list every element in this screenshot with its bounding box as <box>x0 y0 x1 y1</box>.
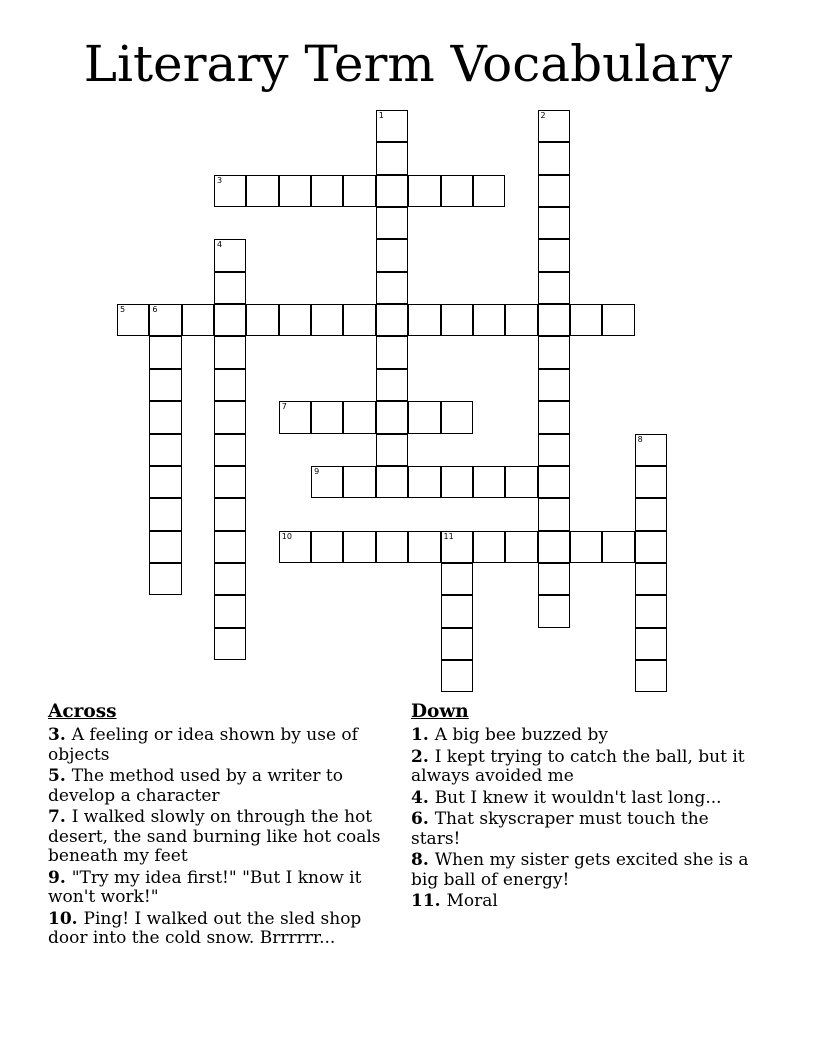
grid-cell[interactable] <box>473 531 505 563</box>
grid-cell[interactable] <box>538 531 570 563</box>
down-clue: 11. Moral <box>411 891 498 911</box>
grid-cell[interactable] <box>311 531 343 563</box>
grid-cell[interactable] <box>441 660 473 692</box>
grid-cell[interactable] <box>376 434 408 466</box>
grid-cell[interactable] <box>538 369 570 401</box>
grid-cell[interactable] <box>376 110 408 142</box>
grid-cell[interactable] <box>376 207 408 239</box>
grid-cell[interactable] <box>441 595 473 627</box>
grid-cell[interactable] <box>408 175 440 207</box>
clue-number: 7 <box>281 402 287 412</box>
grid-cell[interactable] <box>473 304 505 336</box>
grid-cell[interactable] <box>149 369 181 401</box>
grid-cell[interactable] <box>214 272 246 304</box>
grid-cell[interactable] <box>635 434 667 466</box>
puzzle-title: Literary Term Vocabulary <box>83 35 733 93</box>
grid-cell[interactable] <box>538 563 570 595</box>
grid-cell[interactable] <box>635 466 667 498</box>
grid-cell[interactable] <box>505 466 537 498</box>
grid-cell[interactable] <box>117 304 149 336</box>
grid-cell[interactable] <box>214 628 246 660</box>
across-clue: 5. The method used by a writer to develop a character <box>48 766 343 806</box>
grid-cell[interactable] <box>214 531 246 563</box>
grid-cell[interactable] <box>538 110 570 142</box>
grid-cell[interactable] <box>376 239 408 271</box>
grid-cell[interactable] <box>149 304 181 336</box>
grid-cell[interactable] <box>635 563 667 595</box>
clue-text: Moral <box>446 891 498 911</box>
clue-text: I walked slowly on through the hot desert, the sand burning like hot coals beneath my feet <box>48 807 381 866</box>
grid-cell[interactable] <box>214 369 246 401</box>
grid-cell[interactable] <box>635 628 667 660</box>
grid-cell[interactable] <box>635 531 667 563</box>
clue-number: 11 <box>443 531 454 541</box>
grid-cell[interactable] <box>214 304 246 336</box>
grid-cell[interactable] <box>505 304 537 336</box>
grid-cell[interactable] <box>538 595 570 627</box>
clue-text: The method used by a writer to develop a character <box>48 766 343 806</box>
grid-cell[interactable] <box>214 595 246 627</box>
grid-cell[interactable] <box>570 531 602 563</box>
clue-text: That skyscraper must touch the stars! <box>411 809 709 849</box>
across-clues <box>48 700 398 949</box>
clue-number: 1 <box>378 111 384 120</box>
grid-cell[interactable] <box>441 175 473 207</box>
clue-text: When my sister gets excited she is a big ball of energy! <box>411 850 749 890</box>
grid-cell[interactable] <box>311 175 343 207</box>
grid-cell[interactable] <box>408 304 440 336</box>
grid-cell[interactable] <box>214 175 246 207</box>
clue-number-label: 5 <box>48 766 60 786</box>
clue-number: 8 <box>637 434 643 444</box>
grid-cell[interactable] <box>538 142 570 174</box>
grid-cell[interactable] <box>214 336 246 368</box>
across-clue: 9. "Try my idea first!" "But I know it won't work!" <box>48 867 362 907</box>
grid-cell[interactable] <box>214 563 246 595</box>
grid-cell[interactable] <box>441 401 473 433</box>
grid-cell[interactable] <box>376 531 408 563</box>
down-clue: 2. I kept trying to catch the ball, but it always avoided me <box>411 746 745 786</box>
grid-cell[interactable] <box>279 304 311 336</box>
clue-number: 5 <box>120 305 126 315</box>
grid-cell[interactable] <box>214 239 246 271</box>
grid-cell[interactable] <box>149 531 181 563</box>
clue-number-label: 7 <box>48 807 60 827</box>
grid-cell[interactable] <box>376 466 408 498</box>
grid-cell[interactable] <box>214 401 246 433</box>
clue-number-label: 6 <box>411 809 423 829</box>
grid-cell[interactable] <box>635 660 667 692</box>
clue-text: A feeling or idea shown by use of objects <box>48 725 358 765</box>
grid-cell[interactable] <box>473 175 505 207</box>
grid-cell[interactable] <box>311 304 343 336</box>
grid-cell[interactable] <box>538 272 570 304</box>
down-clues <box>411 700 761 912</box>
across-clue: 3. A feeling or idea shown by use of objects <box>48 725 358 765</box>
grid-cell[interactable] <box>441 466 473 498</box>
grid-cell[interactable] <box>214 498 246 530</box>
clue-number-label: 8 <box>411 850 423 870</box>
grid-cell[interactable] <box>538 336 570 368</box>
grid-cell[interactable] <box>538 207 570 239</box>
grid-cell[interactable] <box>149 563 181 595</box>
across-heading: Across <box>48 701 117 722</box>
down-clue: 6. That skyscraper must touch the stars! <box>411 809 709 849</box>
clue-number-label: 11 <box>411 891 435 911</box>
grid-cell[interactable] <box>376 272 408 304</box>
grid-cell[interactable] <box>376 336 408 368</box>
grid-cell[interactable] <box>505 531 537 563</box>
across-clue: 7. I walked slowly on through the hot desert, the sand burning like hot coals beneath my feet <box>48 807 381 866</box>
grid-cell[interactable] <box>149 466 181 498</box>
grid-cell[interactable] <box>376 369 408 401</box>
grid-cell[interactable] <box>343 466 375 498</box>
clue-number: 10 <box>281 531 292 541</box>
clue-number: 3 <box>217 175 223 185</box>
grid-cell[interactable] <box>149 336 181 368</box>
grid-cell[interactable] <box>538 498 570 530</box>
grid-cell[interactable] <box>214 466 246 498</box>
grid-cell[interactable] <box>473 466 505 498</box>
clue-text: A big bee buzzed by <box>434 725 608 745</box>
down-clue: 1. A big bee buzzed by <box>411 725 608 745</box>
grid-cell[interactable] <box>279 175 311 207</box>
grid-cell[interactable] <box>311 466 343 498</box>
clue-text: "Try my idea first!" "But I know it won't work!" <box>48 867 362 907</box>
grid-cell[interactable] <box>635 595 667 627</box>
grid-cell[interactable] <box>149 434 181 466</box>
grid-cell[interactable] <box>343 401 375 433</box>
down-clue: 4. But I knew it wouldn't last long... <box>411 787 722 808</box>
grid-cell[interactable] <box>538 175 570 207</box>
grid-cell[interactable] <box>538 434 570 466</box>
grid-cell[interactable] <box>538 466 570 498</box>
grid-cell[interactable] <box>538 401 570 433</box>
clue-number-label: 3 <box>48 725 60 745</box>
grid-cell[interactable] <box>246 175 278 207</box>
clue-number: 9 <box>314 466 320 476</box>
clue-number: 2 <box>540 111 546 120</box>
grid-cell[interactable] <box>441 304 473 336</box>
grid-cell[interactable] <box>279 401 311 433</box>
clue-text: I kept trying to catch the ball, but it always avoided me <box>411 746 745 786</box>
grid-cell[interactable] <box>441 563 473 595</box>
grid-cell[interactable] <box>376 175 408 207</box>
grid-cell[interactable] <box>408 401 440 433</box>
grid-cell[interactable] <box>182 304 214 336</box>
grid-cell[interactable] <box>246 304 278 336</box>
clue-number: 6 <box>152 305 158 315</box>
clue-number: 4 <box>217 240 223 250</box>
clue-text: Ping! I walked out the sled shop door into the cold snow. Brrrrrr... <box>48 908 362 948</box>
grid-cell[interactable] <box>343 531 375 563</box>
grid-cell[interactable] <box>149 498 181 530</box>
across-clue: 10. Ping! I walked out the sled shop door into the cold snow. Brrrrrr... <box>48 908 362 948</box>
grid-cell[interactable] <box>635 498 667 530</box>
down-heading: Down <box>411 701 469 722</box>
grid-cell[interactable] <box>343 175 375 207</box>
grid-cell[interactable] <box>570 304 602 336</box>
grid-cell[interactable] <box>376 142 408 174</box>
grid-cell[interactable] <box>376 304 408 336</box>
grid-cell[interactable] <box>149 401 181 433</box>
clue-number-label: 10 <box>48 908 72 929</box>
grid-cell[interactable] <box>214 434 246 466</box>
clue-text: But I knew it wouldn't last long... <box>434 787 722 808</box>
grid-cell[interactable] <box>538 304 570 336</box>
clue-number-label: 2 <box>411 746 423 767</box>
grid-cell[interactable] <box>376 401 408 433</box>
grid-cell[interactable] <box>538 239 570 271</box>
grid-cell[interactable] <box>279 531 311 563</box>
clue-number-label: 4 <box>411 787 423 808</box>
grid-cell[interactable] <box>602 304 634 336</box>
grid-cell[interactable] <box>408 466 440 498</box>
clue-number-label: 1 <box>411 725 423 745</box>
clue-number-label: 9 <box>48 867 60 888</box>
grid-cell[interactable] <box>408 531 440 563</box>
grid-cell[interactable] <box>602 531 634 563</box>
down-clue: 8. When my sister gets excited she is a big ball of energy! <box>411 850 749 890</box>
grid-cell[interactable] <box>441 531 473 563</box>
grid-cell[interactable] <box>311 401 343 433</box>
grid-cell[interactable] <box>343 304 375 336</box>
grid-cell[interactable] <box>441 628 473 660</box>
